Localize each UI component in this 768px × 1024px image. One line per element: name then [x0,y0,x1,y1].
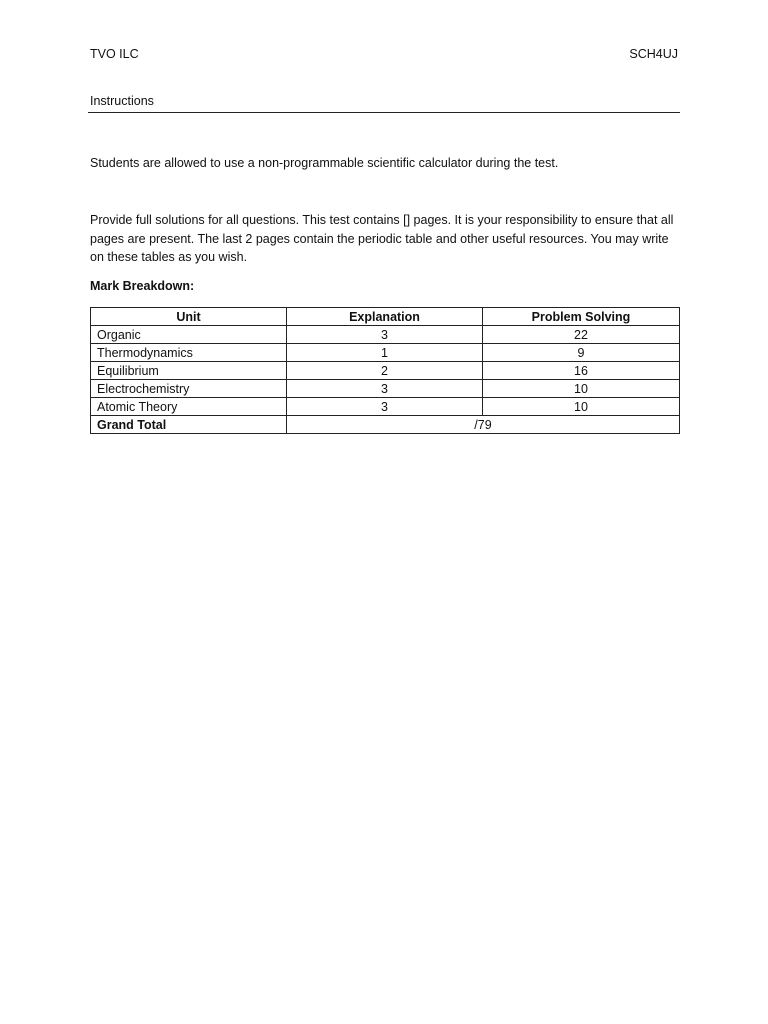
problem-solving-cell: 10 [483,380,680,398]
unit-cell: Atomic Theory [91,398,287,416]
mark-breakdown-table [90,307,680,434]
table-row [91,362,680,380]
page-header [90,47,680,65]
unit-cell: Thermodynamics [91,344,287,362]
section-heading: Instructions [90,94,154,108]
explanation-cell: 1 [287,344,483,362]
table-row [91,398,680,416]
unit-cell: Equilibrium [91,362,287,380]
header-school: TVO ILC [90,47,139,61]
mark-breakdown-title: Mark Breakdown: [90,279,195,293]
problem-solving-cell: 22 [483,326,680,344]
grand-total-row [91,416,680,434]
unit-cell: Electrochemistry [91,380,287,398]
column-header-problem-solving: Problem Solving [483,308,680,326]
problem-solving-cell: 10 [483,398,680,416]
grand-total-label: Grand Total [91,416,287,434]
problem-solving-cell: 9 [483,344,680,362]
explanation-cell: 3 [287,326,483,344]
column-header-explanation: Explanation [287,308,483,326]
solutions-instruction: Provide full solutions for all questions. This test contains [] pages. It is your responsibility to ensure that all pages are present. The last 2 pages contain the periodic table and other useful resources. You may write on these tables as you wish. [90,213,674,264]
table-row [91,326,680,344]
explanation-cell: 2 [287,362,483,380]
table-row [91,380,680,398]
table-row [91,344,680,362]
explanation-cell: 3 [287,398,483,416]
problem-solving-cell: 16 [483,362,680,380]
heading-divider [88,112,680,113]
grand-total-value: /79 [287,416,680,434]
calculator-instruction: Students are allowed to use a non-programmable scientific calculator during the test. [90,156,559,170]
explanation-cell: 3 [287,380,483,398]
column-header-unit: Unit [91,308,287,326]
table-header-row [91,308,680,326]
unit-cell: Organic [91,326,287,344]
header-course-code: SCH4UJ [629,47,678,61]
